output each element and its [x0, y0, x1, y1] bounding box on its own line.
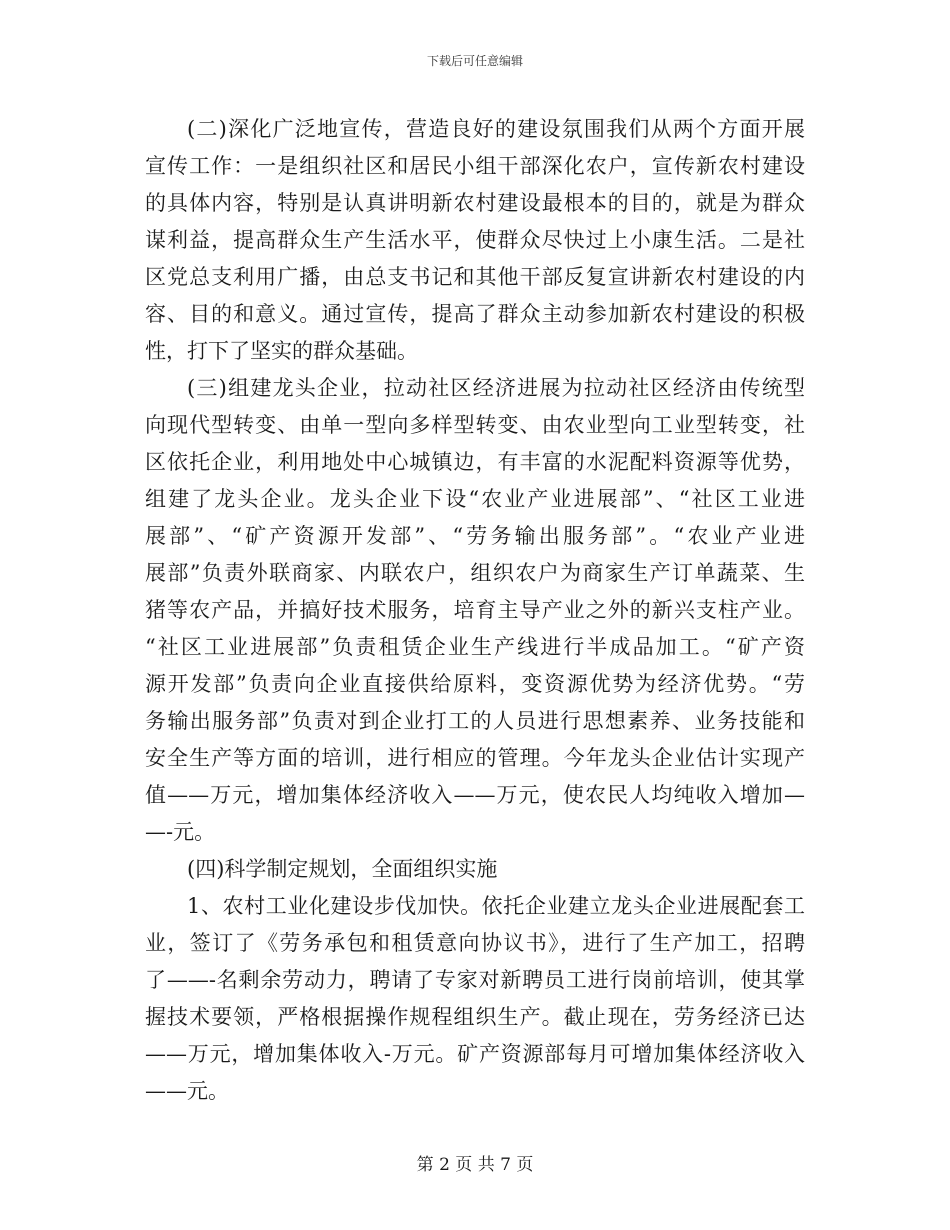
text-line: 区依托企业，利用地处中心城镇边，有丰富的水泥配料资源等优势， [145, 450, 805, 474]
text-line: (四)科学制定规划，全面组织实施 [187, 857, 498, 881]
text-line: 的具体内容，特别是认真讲明新农村建设最根本的目的，就是为群众 [145, 191, 805, 215]
text-line: “社区工业进展部”负责租赁企业生产线进行半成品加工。“矿产资 [145, 635, 805, 659]
text-line: 展部”、“矿产资源开发部”、“劳务输出服务部”。“农业产业进 [145, 524, 805, 548]
text-line: 安全生产等方面的培训，进行相应的管理。今年龙头企业估计实现产 [145, 746, 805, 770]
paragraph [145, 888, 805, 1110]
text-line: ——万元，增加集体收入-万元。矿产资源部每月可增加集体经济收入 [145, 1042, 805, 1066]
text-line: 容、目的和意义。通过宣传，提高了群众主动参加新农村建设的积极 [145, 302, 805, 326]
text-line: 1、农村工业化建设步伐加快。依托企业建立龙头企业进展配套工 [187, 894, 805, 918]
text-line: 了——-名剩余劳动力，聘请了专家对新聘员工进行岗前培训，使其掌 [145, 968, 805, 992]
text-line: 宣传工作：一是组织社区和居民小组干部深化农户，宣传新农村建设 [145, 154, 805, 178]
paragraph [145, 370, 805, 851]
page-header: 下载后可任意编辑 [426, 54, 523, 68]
text-line: 组建了龙头企业。龙头企业下设“农业产业进展部”、“社区工业进 [145, 487, 805, 511]
body-text [145, 111, 805, 1110]
text-line: 源开发部”负责向企业直接供给原料，变资源优势为经济优势。“劳 [145, 672, 805, 696]
paragraph [145, 851, 805, 888]
text-line: 谋利益，提高群众生产生活水平，使群众尽快过上小康生活。二是社 [145, 228, 805, 252]
text-line: 区党总支利用广播，由总支书记和其他干部反复宣讲新农村建设的内 [145, 265, 805, 289]
text-line: 业，签订了《劳务承包和租赁意向协议书》，进行了生产加工，招聘 [145, 931, 805, 955]
text-line: 务输出服务部”负责对到企业打工的人员进行思想素养、业务技能和 [145, 709, 805, 733]
text-line: 展部”负责外联商家、内联农户，组织农户为商家生产订单蔬菜、生 [145, 561, 805, 585]
text-line: (二)深化广泛地宣传，营造良好的建设氛围我们从两个方面开展 [187, 117, 805, 141]
page-footer: 第 2 页 共 7 页 [416, 1155, 534, 1175]
text-line: ——元。 [145, 1079, 229, 1103]
text-line: 性，打下了坚实的群众基础。 [145, 339, 418, 363]
text-line: (三)组建龙头企业，拉动社区经济进展为拉动社区经济由传统型 [187, 376, 805, 400]
paragraph [145, 111, 805, 370]
text-line: 值——万元，增加集体经济收入——万元，使农民人均纯收入增加— [145, 783, 805, 807]
text-line: 猪等农产品，并搞好技术服务，培育主导产业之外的新兴支柱产业。 [145, 598, 805, 622]
text-line: —-元。 [145, 820, 216, 844]
text-line: 握技术要领，严格根据操作规程组织生产。截止现在，劳务经济已达 [145, 1005, 805, 1029]
text-line: 向现代型转变、由单一型向多样型转变、由农业型向工业型转变，社 [145, 413, 805, 437]
